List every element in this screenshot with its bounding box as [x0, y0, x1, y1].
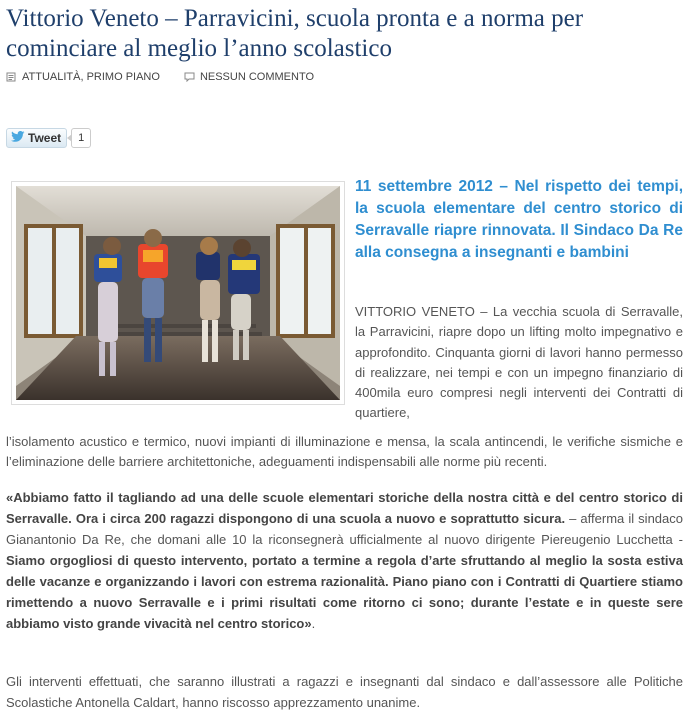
tweet-count[interactable]: 1 — [71, 128, 91, 148]
paragraph-intro-b: l’isolamento acustico e termico, nuovi impianti di illuminazione e mensa, la scala antincendi, le verifiche sismiche e l’eliminazione delle barriere architettoniche, adeguamenti indispensabili alle norme più recenti. — [6, 434, 683, 470]
quote-bold-2: Siamo orgogliosi di questo intervento, portato a termine a regola d’arte sfruttando al meglio la sosta estiva delle vacanze e organizzando i lavori con estrema razionalità. Piano piano con i Contratti di Quartiere stiamo rimettendo a nuovo Serravalle e i primi risultati come ritorno ci sono; durante l’estate e in queste sere abbiamo visto grande vivacità nel centro storico» — [6, 553, 683, 631]
categories-link[interactable]: ATTUALITÀ, PRIMO PIANO — [22, 71, 160, 83]
article-lead: 11 settembre 2012 – Nel rispetto dei tempi, la scuola elementare del centro storico di Serravalle riapre rinnovata. Il Sindaco Da Re alla consegna a insegnanti e bambini — [355, 178, 683, 261]
quote-attribution: – afferma il sindaco Gianantonio Da Re, che domani alle 10 la riconsegnerà ufficialmente al nuovo dirigente Piereugenio Lucchetta - — [6, 511, 683, 547]
quote-end: . — [311, 616, 316, 631]
folder-icon — [6, 72, 16, 82]
tweet-widget — [6, 128, 91, 148]
comments-link[interactable]: NESSUN COMMENTO — [199, 71, 315, 83]
comment-icon — [184, 72, 194, 82]
twitter-bird-icon — [11, 131, 25, 145]
article-photo — [11, 181, 345, 405]
tweet-button[interactable] — [6, 128, 67, 148]
paragraph-intro-a: VITTORIO VENETO – La vecchia scuola di Serravalle, la Parravicini, riapre dopo un lifting molto impegnativo e approfondito. Cinquanta giorni di lavori hanno permesso di realizzare, nei tempi e con un impegno finanziario di 400mila euro compresi negli interventi dei Contratti di quartiere, — [355, 304, 683, 421]
paragraph-closing: Gli interventi effettuati, che saranno illustrati a ragazzi e insegnanti dal sindaco e dall’assessore alle Politiche Scolastiche Antonella Caldart, hanno riscosso apprezzamento unanime. — [6, 674, 683, 710]
tweet-label: Tweet — [28, 131, 62, 145]
quote-bold-1: «Abbiamo fatto il tagliando ad una delle scuole elementari storiche della nostra città e del centro storico di Serravalle. Ora i circa 200 ragazzi dispongono di una scuola a nuovo e soprattutto sicura. — [6, 490, 683, 526]
article-title[interactable]: Vittorio Veneto – Parravicini, scuola pronta e a norma per cominciare al meglio l’anno scolastico — [6, 5, 584, 62]
paragraph-quote — [6, 487, 683, 634]
post-meta — [6, 71, 314, 83]
